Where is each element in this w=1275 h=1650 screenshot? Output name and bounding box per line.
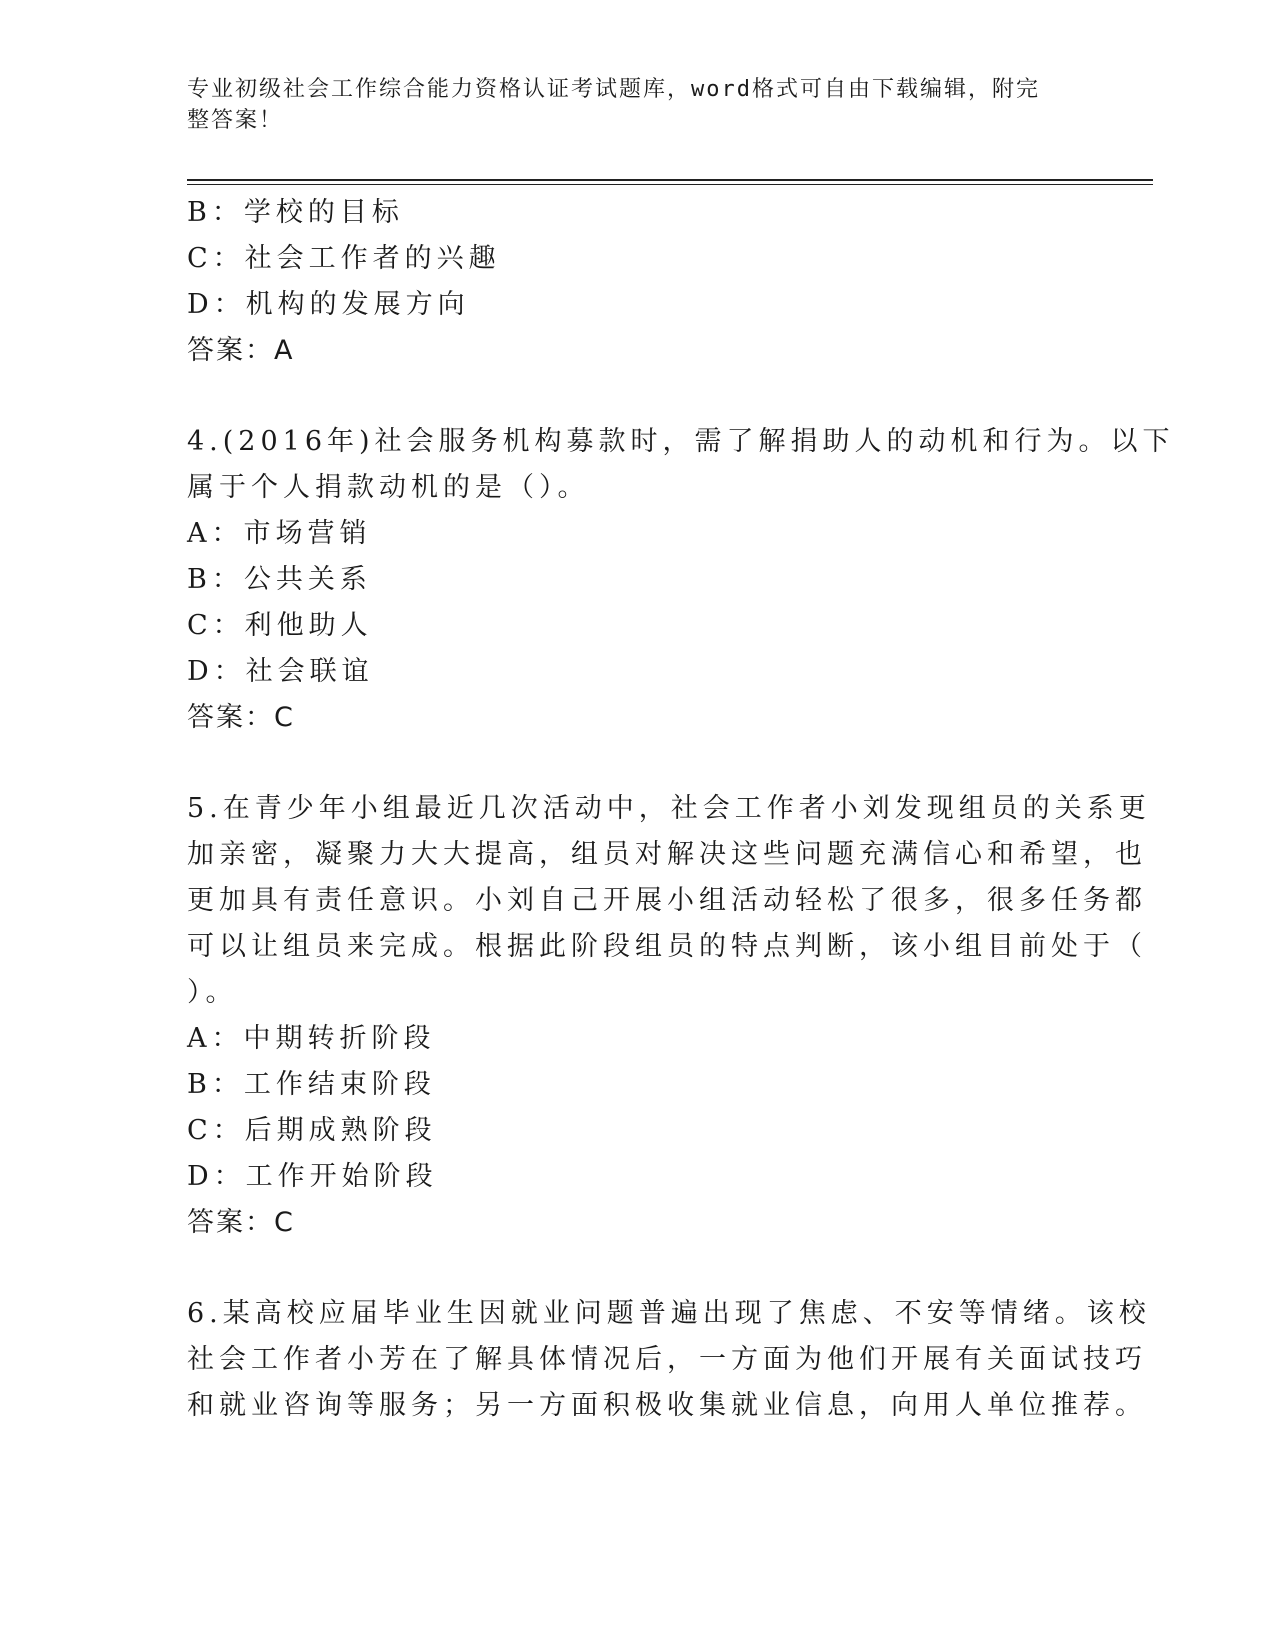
question-stem-line: 和就业咨询等服务；另一方面积极收集就业信息，向用人单位推荐。 (187, 1390, 1147, 1421)
question-stem-line: 加亲密，凝聚力大大提高，组员对解决这些问题充满信心和希望，也 (187, 839, 1147, 870)
question-stem-line: 社会工作者小芳在了解具体情况后，一方面为他们开展有关面试技巧 (187, 1344, 1147, 1375)
answer-line: 答案：C (187, 702, 295, 733)
question-5 (187, 786, 1151, 1246)
question-list (187, 190, 1175, 1429)
option-c: C：社会工作者的兴趣 (187, 243, 501, 274)
option-d: D：机构的发展方向 (187, 289, 470, 320)
question-6 (187, 1291, 1151, 1429)
document-header (187, 74, 1067, 136)
option-b: B：工作结束阶段 (187, 1069, 436, 1100)
answer-line: 答案：A (187, 335, 295, 366)
answer-line: 答案：C (187, 1207, 295, 1238)
option-c: C：利他助人 (187, 610, 373, 641)
question-stem-line: 5.在青少年小组最近几次活动中，社会工作者小刘发现组员的关系更 (187, 793, 1151, 824)
question-3-remainder (187, 190, 1072, 374)
option-b: B：学校的目标 (187, 197, 404, 228)
header-divider-thin (187, 184, 1153, 185)
header-line-1: 专业初级社会工作综合能力资格认证考试题库，word格式可自由下载编辑，附完 (187, 77, 1040, 102)
question-stem-line: 可以让组员来完成。根据此阶段组员的特点判断，该小组目前处于（ (187, 931, 1147, 962)
question-stem-line: 6.某高校应届毕业生因就业问题普遍出现了焦虑、不安等情绪。该校 (187, 1298, 1151, 1329)
header-divider-thick (187, 179, 1153, 181)
option-b: B：公共关系 (187, 564, 372, 595)
option-a: A：中期转折阶段 (187, 1023, 436, 1054)
option-d: D：社会联谊 (187, 656, 374, 687)
question-stem-line: 属于个人捐款动机的是（）。 (187, 472, 590, 503)
question-stem-line: ）。 (187, 977, 238, 1008)
header-line-2: 整答案！ (187, 108, 284, 133)
option-a: A：市场营销 (187, 518, 372, 549)
question-stem-line: 更加具有责任意识。小刘自己开展小组活动轻松了很多，很多任务都 (187, 885, 1147, 916)
option-d: D：工作开始阶段 (187, 1161, 438, 1192)
question-stem-line: 4.(2016年)社会服务机构募款时，需了解捐助人的动机和行为。以下 (187, 426, 1175, 457)
option-c: C：后期成熟阶段 (187, 1115, 437, 1146)
question-4 (187, 419, 1175, 741)
